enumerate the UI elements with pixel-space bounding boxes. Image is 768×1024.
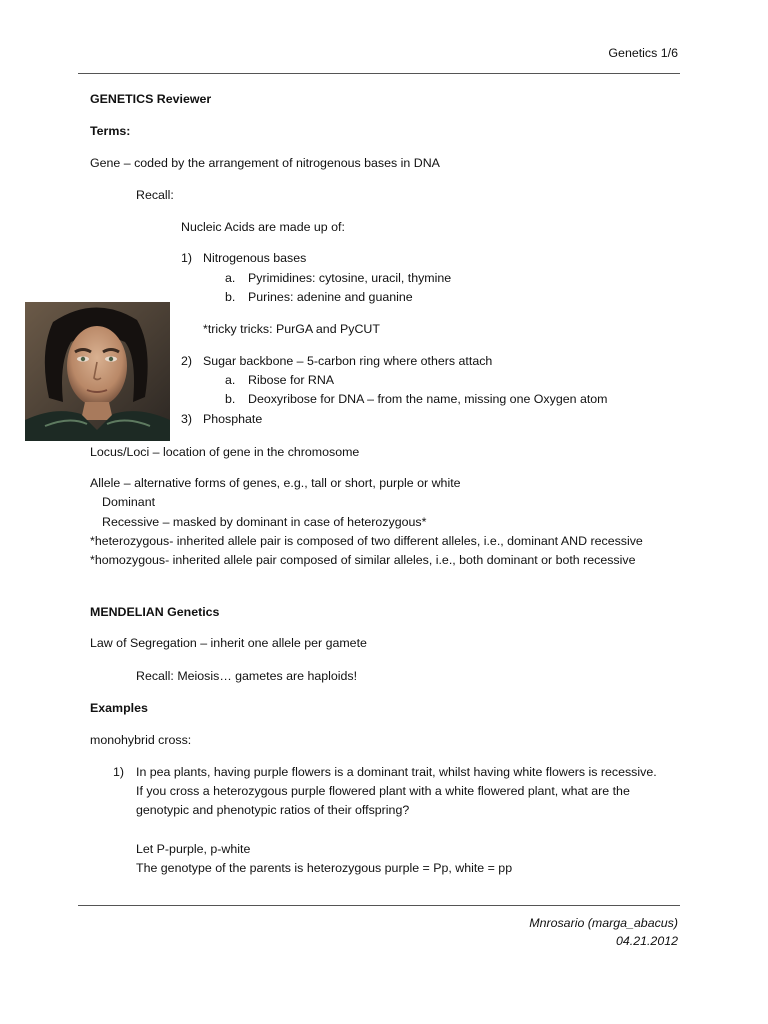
recall-label: Recall: (136, 188, 174, 202)
sublist-item: Pyrimidines: cytosine, uracil, thymine (248, 271, 452, 285)
list-item: Sugar backbone – 5-carbon ring where others attach (203, 354, 493, 368)
meiosis-recall: Recall: Meiosis… gametes are haploids! (136, 669, 358, 683)
footer-date: 04.21.2012 (615, 934, 678, 948)
allele-definition: Allele – alternative forms of genes, e.g., tall or short, purple or white (90, 476, 461, 490)
page-label: Genetics 1/6 (608, 46, 678, 60)
parent-genotype: The genotype of the parents is heterozygous purple = Pp, white = pp (136, 861, 513, 875)
document-title: GENETICS Reviewer (90, 92, 212, 106)
list-number: 2) (181, 354, 193, 368)
list-item: Phosphate (203, 412, 263, 426)
mendelian-heading: MENDELIAN Genetics (90, 605, 220, 619)
sublist-letter: b. (225, 392, 236, 406)
recessive-definition: Recessive – masked by dominant in case of heterozygous* (102, 515, 427, 529)
problem-line: If you cross a heterozygous purple flowered plant with a white flowered plant, what are the (136, 784, 630, 798)
terms-heading: Terms: (90, 124, 131, 138)
list-number: 3) (181, 412, 193, 426)
monohybrid-label: monohybrid cross: (90, 733, 192, 747)
portrait-photo (25, 302, 170, 441)
list-number: 1) (181, 251, 193, 265)
problem-number: 1) (113, 765, 125, 779)
heterozygous-note: *heterozygous- inherited allele pair is composed of two different alleles, i.e., dominant AND recessive (90, 534, 643, 548)
sublist-item: Ribose for RNA (248, 373, 335, 387)
header-rule (78, 73, 680, 74)
sublist-letter: a. (225, 373, 236, 387)
footer-rule (78, 905, 680, 906)
list-item: Nitrogenous bases (203, 251, 307, 265)
locus-definition: Locus/Loci – location of gene in the chromosome (90, 445, 360, 459)
problem-line: genotypic and phenotypic ratios of their offspring? (136, 803, 410, 817)
problem-line: In pea plants, having purple flowers is a dominant trait, whilst having white flowers is recessive. (136, 765, 657, 779)
sublist-item: Purines: adenine and guanine (248, 290, 413, 304)
footer-author: Mnrosario (marga_abacus) (529, 916, 678, 930)
mnemonic-note: *tricky tricks: PurGA and PyCUT (203, 322, 380, 336)
portrait-illustration (25, 302, 170, 441)
nucleic-acids-intro: Nucleic Acids are made up of: (181, 220, 345, 234)
sublist-letter: b. (225, 290, 236, 304)
gene-definition: Gene – coded by the arrangement of nitrogenous bases in DNA (90, 156, 440, 170)
dominant-label: Dominant (102, 495, 156, 509)
sublist-letter: a. (225, 271, 236, 285)
homozygous-note: *homozygous- inherited allele pair composed of similar alleles, i.e., both dominant or both recessive (90, 553, 636, 567)
allele-notation: Let P-purple, p-white (136, 842, 251, 856)
sublist-item: Deoxyribose for DNA – from the name, missing one Oxygen atom (248, 392, 608, 406)
segregation-law: Law of Segregation – inherit one allele per gamete (90, 636, 367, 650)
examples-heading: Examples (90, 701, 148, 715)
